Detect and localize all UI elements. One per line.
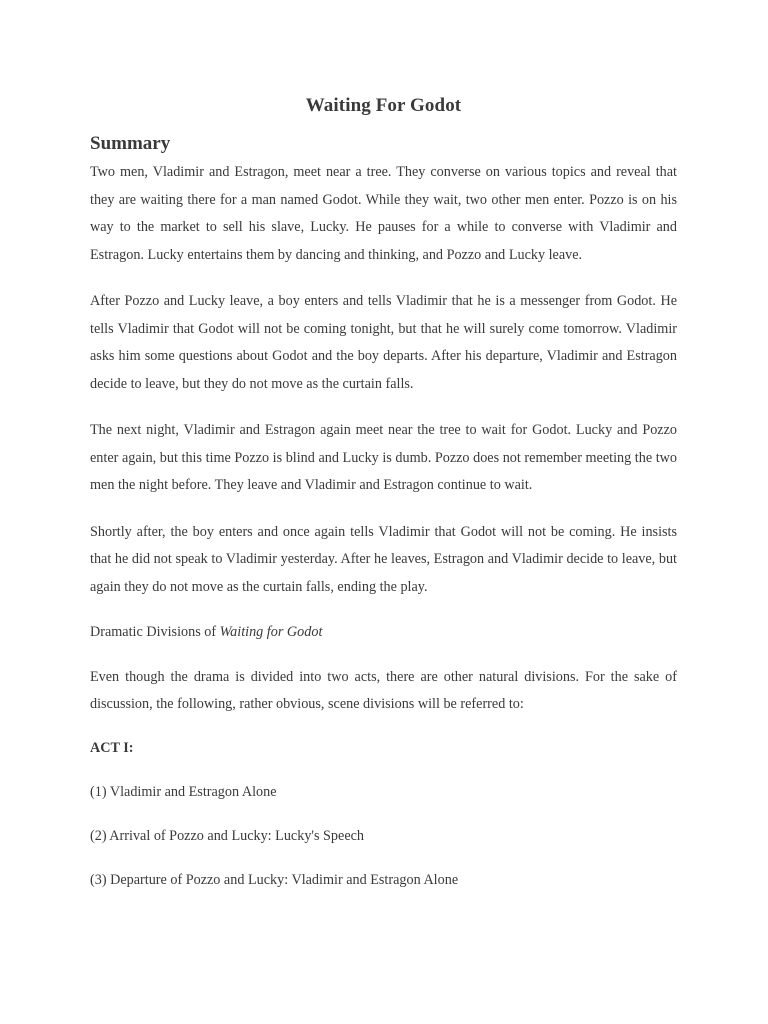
divisions-heading — [90, 619, 677, 646]
act-heading: ACT I: — [90, 740, 134, 756]
divisions-intro-paragraph: Even though the drama is divided into two acts, there are other natural divisions. For the sake of discussion, the following, rather obvious, scene divisions will be referred to: — [90, 669, 677, 712]
summary-paragraph: The next night, Vladimir and Estragon again meet near the tree to wait for Godot. Lucky and Pozzo enter again, but this time Pozzo is blind and Lucky is dumb. Pozzo does not remember meeting the two men the night before. They leave and Vladimir and Estragon continue to wait. — [90, 422, 677, 493]
summary-paragraph: After Pozzo and Lucky leave, a boy enters and tells Vladimir that he is a messenger from Godot. He tells Vladimir that Godot will not be coming tonight, but that he will surely come tomorrow. Vladimir asks him some questions about Godot and the boy departs. After his departure, Vladimir and Estragon decide to leave, but they do not move as the curtain falls. — [90, 293, 677, 392]
document-title: Waiting For Godot — [305, 95, 462, 116]
document-page — [90, 93, 677, 908]
division-item: (3) Departure of Pozzo and Lucky: Vladimir and Estragon Alone — [90, 872, 459, 888]
division-item: (2) Arrival of Pozzo and Lucky: Lucky's Speech — [90, 828, 365, 844]
summary-paragraph: Shortly after, the boy enters and once again tells Vladimir that Godot will not be coming. He insists that he did not speak to Vladimir yesterday. After he leaves, Estragon and Vladimir decide to leave, but again they do not move as the curtain falls, ending the play. — [90, 523, 677, 595]
summary-paragraph: Two men, Vladimir and Estragon, meet near a tree. They converse on various topics and reveal that they are waiting there for a man named Godot. While they wait, two other men enter. Pozzo is on his way to the market to sell his slave, Lucky. He pauses for a while to converse with Vladimir and Estragon. Lucky entertains them by dancing and thinking, and Pozzo and Lucky leave. — [90, 164, 677, 263]
division-item: (1) Vladimir and Estragon Alone — [90, 784, 277, 800]
divisions-heading-prefix: Dramatic Divisions of — [90, 624, 220, 640]
summary-heading: Summary — [90, 133, 171, 154]
divisions-heading-play-title: Waiting for Godot — [219, 624, 323, 640]
